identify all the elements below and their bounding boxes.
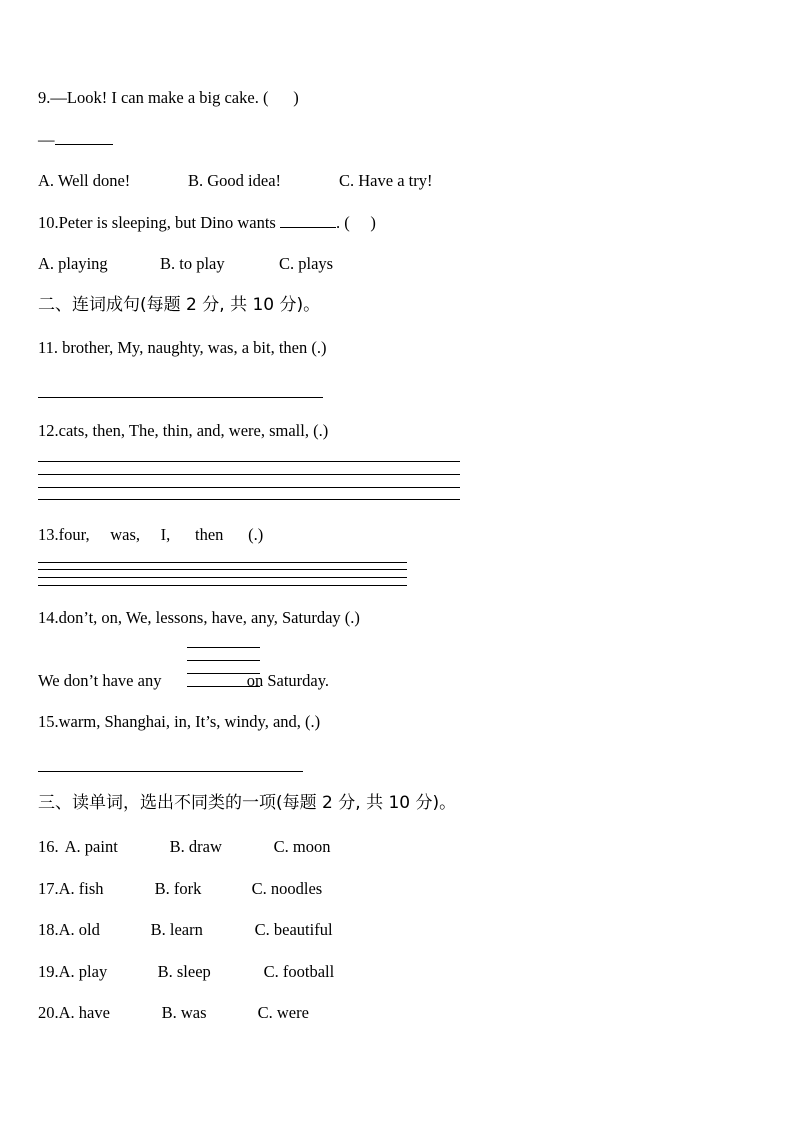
question-14-answer bbox=[38, 671, 329, 691]
option-c[interactable]: C. beautiful bbox=[254, 920, 333, 939]
option-b[interactable]: B. was bbox=[161, 1003, 207, 1022]
question-13: 13.four, was, I, then (.) bbox=[38, 525, 264, 544]
question-14: 14.don’t, on, We, lessons, have, any, Saturday (.) bbox=[38, 608, 360, 627]
option-a[interactable]: A. Well done! bbox=[38, 171, 131, 190]
stem-after: . ( ) bbox=[335, 213, 376, 232]
answer-line[interactable] bbox=[38, 577, 407, 578]
question-15: 15.warm, Shanghai, in, It’s, windy, and, (.) bbox=[38, 712, 321, 731]
question-18 bbox=[38, 920, 333, 940]
question-9-reply bbox=[38, 130, 113, 150]
answer-blank[interactable] bbox=[280, 213, 336, 228]
answer-line[interactable] bbox=[38, 771, 303, 772]
reply-dash: — bbox=[38, 130, 55, 149]
option-b[interactable]: B. draw bbox=[169, 837, 222, 856]
question-10-options bbox=[38, 254, 333, 274]
option-c[interactable]: C. noodles bbox=[251, 879, 323, 898]
answer-before: We don’t have any bbox=[38, 671, 166, 690]
option-b[interactable]: B. learn bbox=[150, 920, 203, 939]
answer-line[interactable] bbox=[187, 660, 260, 661]
answer-line[interactable] bbox=[38, 562, 407, 563]
option-c[interactable]: C. moon bbox=[273, 837, 331, 856]
question-17 bbox=[38, 879, 322, 899]
question-number: 16. bbox=[38, 837, 59, 856]
answer-line[interactable] bbox=[38, 461, 460, 462]
option-c[interactable]: C. were bbox=[257, 1003, 309, 1022]
answer-line[interactable] bbox=[38, 585, 407, 586]
option-c[interactable]: C. Have a try! bbox=[339, 171, 433, 190]
answer-line[interactable] bbox=[38, 397, 323, 398]
option-a[interactable]: A. play bbox=[58, 962, 108, 981]
question-20 bbox=[38, 1003, 309, 1023]
answer-line[interactable] bbox=[38, 474, 460, 475]
stem-before: 10.Peter is sleeping, but Dino wants bbox=[38, 213, 280, 232]
option-b[interactable]: B. to play bbox=[160, 254, 225, 273]
question-number: 18. bbox=[38, 920, 59, 939]
option-a[interactable]: A. fish bbox=[58, 879, 104, 898]
question-9-stem: 9.—Look! I can make a big cake. ( ) bbox=[38, 88, 299, 107]
question-9-options bbox=[38, 171, 432, 191]
question-12: 12.cats, then, The, thin, and, were, small, (.) bbox=[38, 421, 329, 440]
answer-line[interactable] bbox=[187, 647, 260, 648]
answer-line[interactable] bbox=[38, 499, 460, 500]
section-2-title: 二、连词成句(每题 2 分, 共 10 分)。 bbox=[38, 295, 321, 315]
question-number: 19. bbox=[38, 962, 59, 981]
option-a[interactable]: A. playing bbox=[38, 254, 108, 273]
question-16 bbox=[38, 837, 330, 857]
answer-line[interactable] bbox=[38, 487, 460, 488]
option-c[interactable]: C. plays bbox=[279, 254, 334, 273]
option-b[interactable]: B. Good idea! bbox=[188, 171, 282, 190]
answer-after: on Saturday. bbox=[242, 671, 330, 690]
option-a[interactable]: A. have bbox=[58, 1003, 110, 1022]
answer-blank[interactable] bbox=[55, 130, 113, 145]
option-a[interactable]: A. old bbox=[58, 920, 100, 939]
answer-line[interactable] bbox=[38, 569, 407, 570]
option-b[interactable]: B. fork bbox=[154, 879, 202, 898]
question-10-stem bbox=[38, 213, 376, 233]
question-11: 11. brother, My, naughty, was, a bit, then (.) bbox=[38, 338, 327, 357]
option-a[interactable]: A. paint bbox=[64, 837, 118, 856]
question-number: 17. bbox=[38, 879, 59, 898]
question-19 bbox=[38, 962, 334, 982]
option-b[interactable]: B. sleep bbox=[157, 962, 211, 981]
question-number: 20. bbox=[38, 1003, 59, 1022]
section-3-title: 三、读单词，选出不同类的一项(每题 2 分, 共 10 分)。 bbox=[38, 793, 457, 813]
option-c[interactable]: C. football bbox=[263, 962, 335, 981]
